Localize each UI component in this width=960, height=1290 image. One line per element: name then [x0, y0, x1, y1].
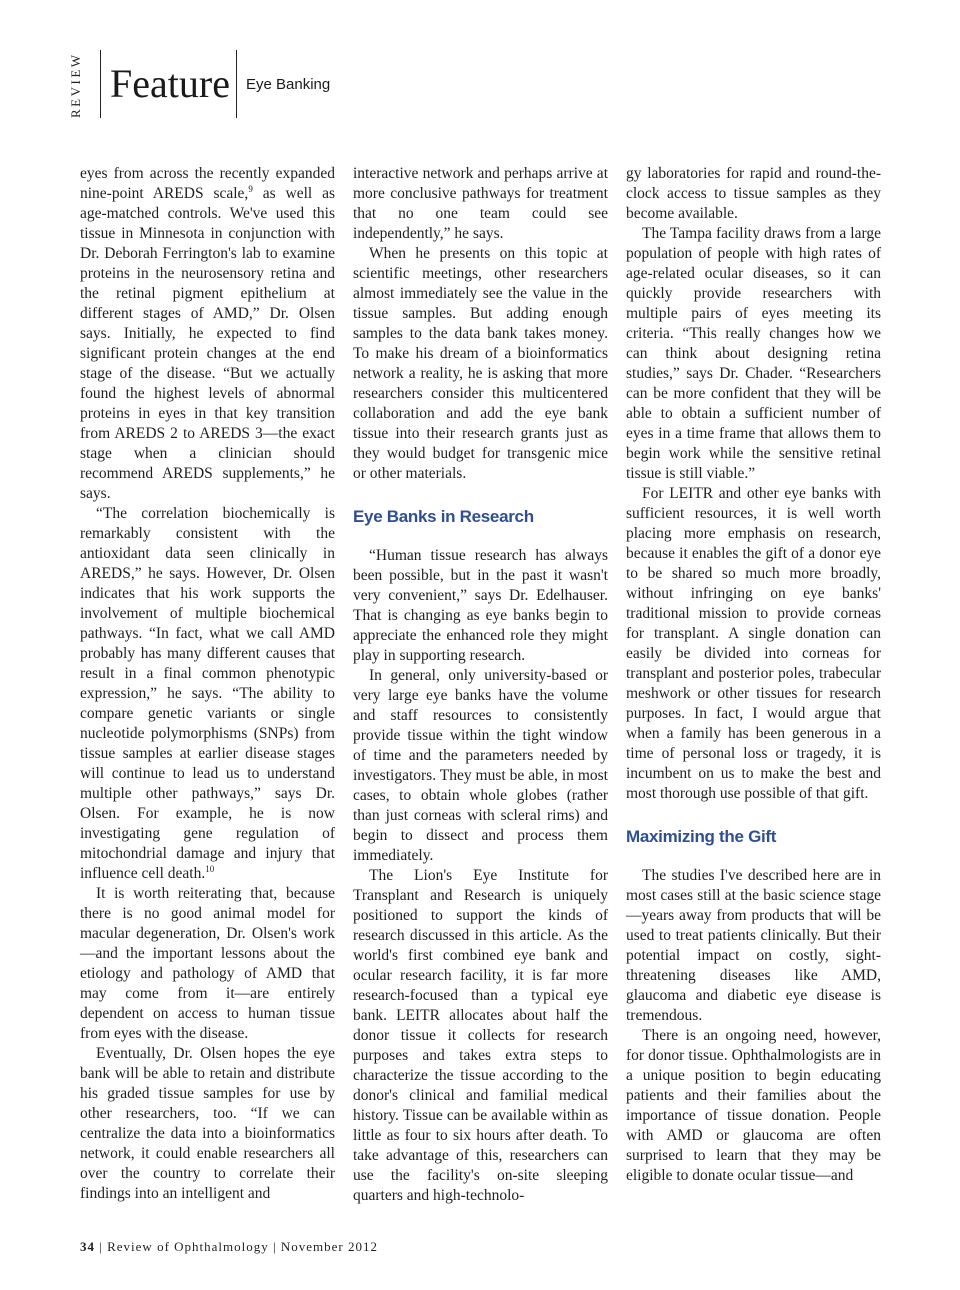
article-column-3 [626, 164, 881, 1186]
page-footer: 34 | Review of Ophthalmology | November 2012 [80, 1239, 378, 1254]
paragraph: The Tampa facility draws from a large population of people with high rates of age-related ocular diseases, so it can quickly provide researchers with multiple pairs of eyes meeting its criteria. “This really changes how we can think about designing retina studies,” says Dr. Chader. “Researchers can be more confident that they will be able to obtain a sufficient number of eyes in a time frame that allows them to begin work while the sensitive retinal tissue is still viable.” [626, 225, 881, 482]
section-heading: Maximizing the Gift [626, 827, 777, 846]
section-name: Eye Banking [246, 76, 331, 93]
reference-superscript: 9 [248, 183, 253, 194]
paragraph: In general, only university-based or very large eye banks have the volume and staff resources to consistently provide tissue within the tight window of time and the parameters needed by investigators. They must be able, in most cases, to obtain whole globes (rather than just corneas with scleral rims) and begin to dissect and process them immediately. [353, 667, 608, 864]
journal-name: Review of Ophthalmology [107, 1239, 269, 1254]
paragraph: gy laboratories for rapid and round-the-clock access to tissue samples as they become available. [626, 165, 881, 222]
review-label: REVIEW [68, 52, 83, 118]
paragraph: For LEITR and other eye banks with sufficient resources, it is well worth placing more emphasis on research, because it enables the gift of a donor eye to be shared so much more broadly, without infringing on eye banks' traditional mission to provide corneas for transplant. A single donation can easily be divided into corneas for transplant and posterior poles, trabecular meshwork or other tissues for research purposes. In fact, I would argue that when a family has been generous in a time of personal loss or tragedy, it is incumbent on us to make the best and most thorough use possible of that gift. [626, 485, 881, 802]
paragraph: There is an ongoing need, however, for donor tissue. Ophthalmologists are in a unique position to begin educating patients and their families about the importance of tissue donation. People with AMD or glaucoma are often surprised to learn that they may be eligible to donate ocular tissue—and [626, 1027, 881, 1184]
header-divider-right [236, 50, 237, 118]
article-column-1 [80, 164, 335, 1204]
paragraph: The Lion's Eye Institute for Transplant and Research is uniquely positioned to support the kinds of research discussed in this article. As the world's first combined eye bank and ocular research facility, it is far more research-focused than a typical eye bank. LEITR allocates about half the donor tissue it collects for research purposes and takes extra steps to characterize the tissue according to the donor's clinical and familial medical history. Tissue can be available within as little as four to six hours after death. To take advantage of this, researchers can use the facility's on-site sleeping quarters and high-technolo- [353, 867, 608, 1204]
issue-date: November 2012 [280, 1239, 378, 1254]
paragraph: eyes from across the recently expanded nine-point AREDS scale,$^9$ as well as age-matched controls. We've used this tissue in Minnesota in conjunction with Dr. Deborah Ferrington's lab to examine proteins in the neurosensory retina and the retinal pigment epithelium at different stages of AMD,” Dr. Olsen says. Initially, he expected to find significant protein changes at the end stage of the disease. “But we actually found the highest levels of abnormal proteins in eyes in that key transition from AREDS 2 to AREDS 3—the exact stage when a clinician should recommend AREDS supplements,” he says. [80, 165, 335, 502]
paragraph: “Human tissue research has always been possible, but in the past it wasn't very convenient,” says Dr. Edelhauser. That is changing as eye banks begin to appreciate the enhanced role they might play in supporting research. [353, 547, 608, 664]
section-heading: Eye Banks in Research [353, 507, 534, 526]
paragraph: When he presents on this topic at scientific meetings, other researchers almost immediately see the value in the tissue samples. But adding enough samples to the data bank takes money. To make his dream of a bioinformatics network a reality, he is asking that more researchers consider this multicentered collaboration and add the eye bank tissue into their research grants just as they would budget for transgenic mice or other materials. [353, 245, 608, 482]
paragraph: The studies I've described here are in most cases still at the basic science stage—years away from products that will be used to treat patients clinically. But their potential impact on costly, sight-threatening diseases like AMD, glaucoma and diabetic eye disease is tremendous. [626, 867, 881, 1024]
reference-superscript: 10 [205, 863, 215, 874]
paragraph: interactive network and perhaps arrive at more conclusive pathways for treatment that no one team could see independently,” he says. [353, 165, 608, 242]
page-number: 34 [80, 1239, 95, 1254]
paragraph: Eventually, Dr. Olsen hopes the eye bank will be able to retain and distribute his graded tissue samples for use by other researchers, too. “If we can centralize the data into a bioinformatics network, it could enable researchers all over the country to correlate their findings into an intelligent and [80, 1045, 335, 1202]
feature-title: Feature [110, 61, 230, 106]
paragraph: “The correlation biochemically is remarkably consistent with the antioxidant data seen clinically in AREDS,” he says. However, Dr. Olsen indicates that his work supports the involvement of multiple biochemical pathways. “In fact, what we call AMD probably has many different causes that result in a final common phenotypic expression,” he says. “The ability to compare genetic variants or single nucleotide polymorphisms (SNPs) from tissue samples at earlier disease stages will continue to lead us to understand multiple other pathways,” says Dr. Olsen. For example, he is now investigating gene regulation of mitochondrial damage and injury that influence cell death.$^{10}$ [80, 505, 335, 882]
header-divider-left [100, 50, 101, 118]
article-column-2 [353, 164, 608, 1206]
paragraph: It is worth reiterating that, because there is no good animal model for macular degeneration, Dr. Olsen's work—and the important lessons about the etiology and pathology of AMD that may come from it—are entirely dependent on access to human tissue from eyes with the disease. [80, 885, 335, 1042]
